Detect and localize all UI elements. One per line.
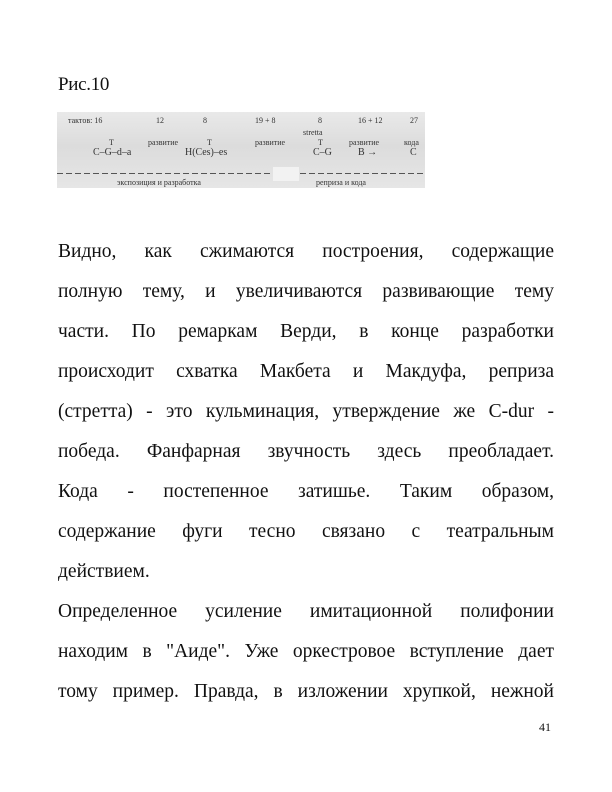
bars-value: 16 + 12 — [358, 116, 383, 125]
text-line: действием. — [58, 561, 150, 582]
text-line: происходит схватка Макбета и Макдуфа, реприза — [58, 361, 554, 382]
bars-value: 8 — [203, 116, 207, 125]
section-gap — [273, 167, 299, 181]
text-line: находим в "Аиде". Уже оркестровое вступление дает — [58, 641, 554, 662]
key-plan: B → — [358, 147, 378, 158]
text-line: части. По ремаркам Верди, в конце разработки — [58, 321, 554, 342]
function-label: развитие — [349, 138, 380, 147]
function-label: Т — [318, 138, 323, 147]
text-line: Определенное усиление имитационной полифонии — [58, 601, 554, 622]
function-label: кода — [404, 138, 419, 147]
function-label: развитие — [255, 138, 286, 147]
text-line: Видно, как сжимаются построения, содержащие — [58, 241, 554, 262]
bars-value: 19 + 8 — [255, 116, 276, 125]
text-line: содержание фуги тесно связано с театральным — [58, 521, 554, 542]
key-plan: C–G–d–a — [93, 147, 132, 158]
section-divider-line — [57, 173, 425, 174]
key-plan: C — [410, 147, 417, 158]
function-label: Т — [109, 138, 114, 147]
bars-value: 27 — [410, 116, 418, 125]
page-number: 41 — [539, 720, 551, 734]
figure-title: Рис.10 — [58, 74, 110, 95]
bars-value: 8 — [318, 116, 322, 125]
text-line: тому пример. Правда, в изложении хрупкой, нежной — [58, 681, 554, 702]
bars-value: 12 — [156, 116, 164, 125]
key-plan: C–G — [313, 147, 332, 158]
text-line: (стретта) - это кульминация, утверждение же C-dur - — [58, 401, 554, 422]
function-label: развитие — [148, 138, 179, 147]
section-label-reprise: реприза и кода — [316, 178, 366, 187]
section-label-exposition: экспозиция и разработка — [117, 178, 201, 187]
form-scheme-figure — [57, 112, 425, 188]
stretta-label: stretta — [303, 128, 323, 137]
function-label: Т — [207, 138, 212, 147]
key-plan: H(Ces)–es — [185, 147, 228, 158]
paragraph-form-analysis — [58, 232, 554, 592]
text-line: Кода - постепенное затишье. Таким образом, — [58, 481, 554, 502]
text-line: полную тему, и увеличиваются развивающие тему — [58, 281, 554, 302]
paragraph-aida — [58, 592, 554, 712]
text-line: победа. Фанфарная звучность здесь преобладает. — [58, 441, 554, 462]
bars-label: тактов: 16 — [68, 116, 103, 125]
